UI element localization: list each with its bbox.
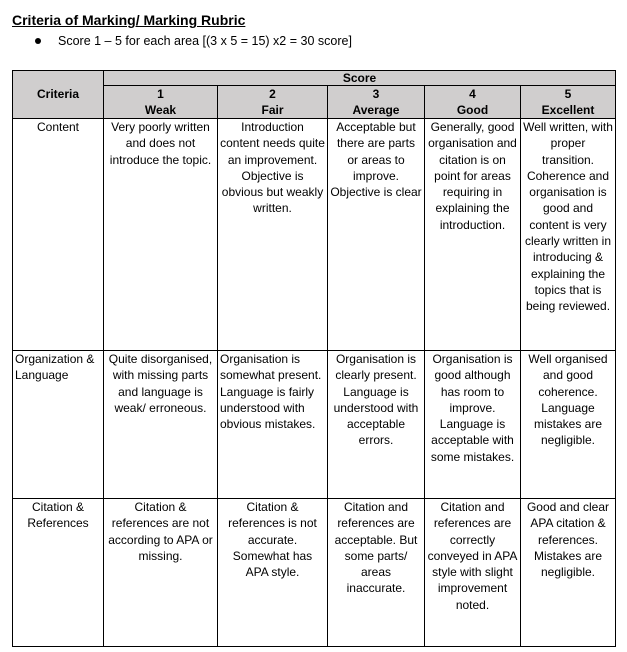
rubric-cell: Organisation is clearly present. Language is understood with acceptable errors. — [328, 351, 425, 499]
level-header-row — [13, 86, 616, 119]
level-header-3 — [328, 86, 425, 119]
rubric-cell: Citation and references are correctly conveyed in APA style with slight improvement noted. — [425, 499, 521, 647]
rubric-cell: Organisation is good although has room to improve. Language is acceptable with some mistakes. — [425, 351, 521, 499]
table-row-content — [13, 119, 616, 351]
rubric-cell: Well organised and good coherence. Language mistakes are negligible. — [521, 351, 616, 499]
rubric-cell: Citation & references are not according to APA or missing. — [104, 499, 218, 647]
marking-rubric-table — [12, 70, 616, 647]
rubric-cell: Organisation is somewhat present. Language is fairly understood with obvious mistakes. — [218, 351, 328, 499]
level-number: 2 — [269, 87, 276, 101]
level-label: Weak — [144, 103, 177, 117]
rubric-cell: Generally, good organisation and citation is on point for areas requiring in explaining the introduction. — [425, 119, 521, 351]
page-title: Criteria of Marking/ Marking Rubric — [12, 12, 246, 28]
level-number: 5 — [564, 87, 572, 101]
level-label: Good — [456, 103, 489, 117]
criterion-label: Content — [13, 119, 104, 351]
level-number: 1 — [157, 87, 164, 101]
level-number: 4 — [469, 87, 476, 101]
table-row-organization — [13, 351, 616, 499]
level-header-4 — [425, 86, 521, 119]
level-label: Excellent — [541, 103, 595, 117]
rubric-cell: Citation & references is not accurate. Somewhat has APA style. — [218, 499, 328, 647]
score-instruction-text: Score 1 – 5 for each area [(3 x 5 = 15) x2 = 30 score] — [58, 34, 352, 48]
score-instruction — [35, 34, 352, 48]
rubric-cell: Well written, with proper transition. Coherence and organisation is good and content is very clearly written in introducing & explaining the topics that is being reviewed. — [521, 119, 616, 351]
criterion-label: Citation & References — [13, 499, 104, 647]
criterion-label: Organization & Language — [13, 351, 104, 499]
criteria-header: Criteria — [13, 71, 104, 119]
table-row-citation — [13, 499, 616, 647]
rubric-cell: Acceptable but there are parts or areas to improve. Objective is clear — [328, 119, 425, 351]
rubric-cell: Good and clear APA citation & references. Mistakes are negligible. — [521, 499, 616, 647]
level-label: Average — [352, 103, 400, 117]
score-header: Score — [104, 71, 616, 86]
table-header-row — [13, 71, 616, 86]
level-header-2 — [218, 86, 328, 119]
level-label: Fair — [261, 103, 284, 117]
bullet-icon — [35, 38, 41, 44]
level-header-1 — [104, 86, 218, 119]
rubric-cell: Citation and references are acceptable. But some parts/ areas inaccurate. — [328, 499, 425, 647]
level-number: 3 — [372, 87, 380, 101]
level-header-5 — [521, 86, 616, 119]
rubric-cell: Very poorly written and does not introduce the topic. — [104, 119, 218, 351]
rubric-cell: Introduction content needs quite an improvement. Objective is obvious but weakly written. — [218, 119, 328, 351]
rubric-cell: Quite disorganised, with missing parts and language is weak/ erroneous. — [104, 351, 218, 499]
